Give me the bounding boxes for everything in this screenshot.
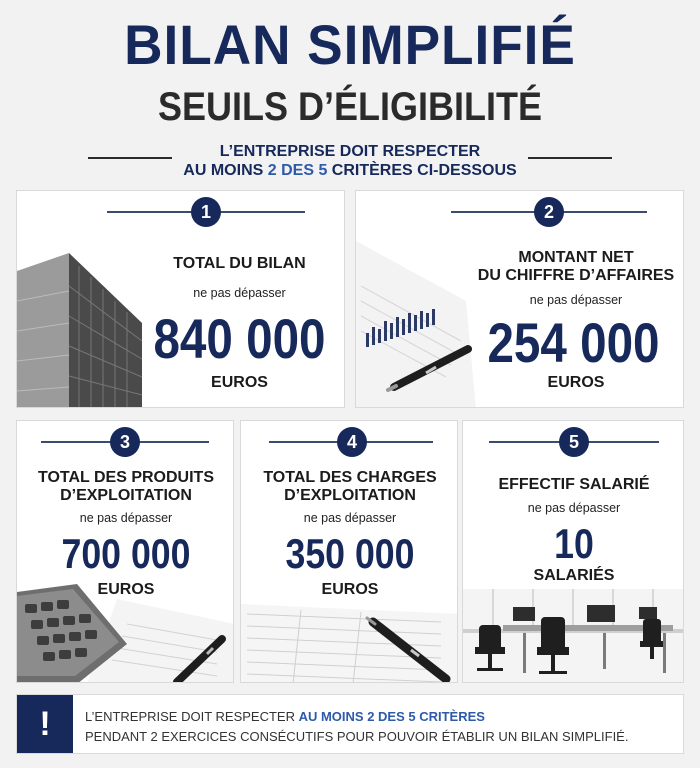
criterion-title-line: MONTANT NET xyxy=(518,249,634,266)
intro-line-2-pre: AU MOINS xyxy=(183,162,268,179)
footer-line-1-highlight: AU MOINS 2 DES 5 CRITÈRES xyxy=(298,709,485,724)
criterion-title xyxy=(17,469,234,505)
open-office-image xyxy=(463,589,684,683)
intro-text xyxy=(150,142,550,180)
criterion-unit: EUROS xyxy=(97,581,155,598)
criterion-limit-label: ne pas dépasser xyxy=(527,501,621,515)
criterion-card-5 xyxy=(462,420,684,683)
criterion-card-2 xyxy=(355,190,684,408)
criterion-title-line: TOTAL DES PRODUITS xyxy=(37,469,214,486)
footer-banner xyxy=(16,694,684,754)
criterion-number-badge: 3 xyxy=(110,427,140,457)
criterion-title-line: D’EXPLOITATION xyxy=(60,487,192,504)
office-building-image xyxy=(17,191,147,408)
page-subtitle: SEUILS D’ÉLIGIBILITÉ xyxy=(157,85,543,129)
criterion-number-badge: 1 xyxy=(191,197,221,227)
criterion-number-badge: 5 xyxy=(559,427,589,457)
footer-line-1-pre: L’ENTREPRISE DOIT RESPECTER xyxy=(85,709,299,724)
criterion-title xyxy=(476,249,676,285)
criterion-limit-label: ne pas dépasser xyxy=(193,286,286,300)
criterion-value: 350 000 xyxy=(285,530,415,577)
criterion-number-badge: 2 xyxy=(534,197,564,227)
criterion-value: 840 000 xyxy=(153,307,326,370)
page-title: BILAN SIMPLIFIÉ xyxy=(124,13,576,76)
criterion-title xyxy=(147,255,332,273)
intro-line-2-highlight: 2 DES 5 xyxy=(267,162,328,179)
criterion-title-line: EFFECTIF SALARIÉ xyxy=(498,476,650,493)
intro-line-2-post: CRITÈRES CI-DESSOUS xyxy=(327,162,517,179)
intro-line-1: L’ENTREPRISE DOIT RESPECTER xyxy=(219,143,481,160)
criterion-card-1 xyxy=(16,190,345,408)
criterion-limit-label: ne pas dépasser xyxy=(79,511,173,525)
criterion-unit: SALARIÉS xyxy=(533,567,615,584)
criterion-unit: EUROS xyxy=(547,374,605,391)
exclamation-icon: ! xyxy=(17,695,73,753)
criterion-title xyxy=(241,469,458,505)
criterion-value: 10 xyxy=(554,520,594,567)
criterion-title-line: TOTAL DU BILAN xyxy=(173,255,306,272)
criterion-title-line: TOTAL DES CHARGES xyxy=(263,469,437,486)
bar-chart-document-image xyxy=(356,191,496,408)
criterion-unit: EUROS xyxy=(211,374,268,391)
criterion-card-3 xyxy=(16,420,234,683)
criterion-number-badge: 4 xyxy=(337,427,367,457)
criterion-value: 254 000 xyxy=(487,311,660,374)
intro-line-2 xyxy=(150,161,550,180)
footer-line-1 xyxy=(85,709,485,724)
criterion-title-line: DU CHIFFRE D’AFFAIRES xyxy=(477,267,675,284)
criterion-value: 700 000 xyxy=(61,530,191,577)
criterion-card-4 xyxy=(240,420,458,683)
criterion-limit-label: ne pas dépasser xyxy=(529,293,623,307)
criterion-limit-label: ne pas dépasser xyxy=(303,511,397,525)
criterion-unit: EUROS xyxy=(321,581,379,598)
criterion-title xyxy=(463,476,684,494)
criterion-title-line: D’EXPLOITATION xyxy=(284,487,416,504)
footer-line-2: PENDANT 2 EXERCICES CONSÉCUTIFS POUR POUVOIR ÉTABLIR UN BILAN SIMPLIFIÉ. xyxy=(85,729,629,744)
